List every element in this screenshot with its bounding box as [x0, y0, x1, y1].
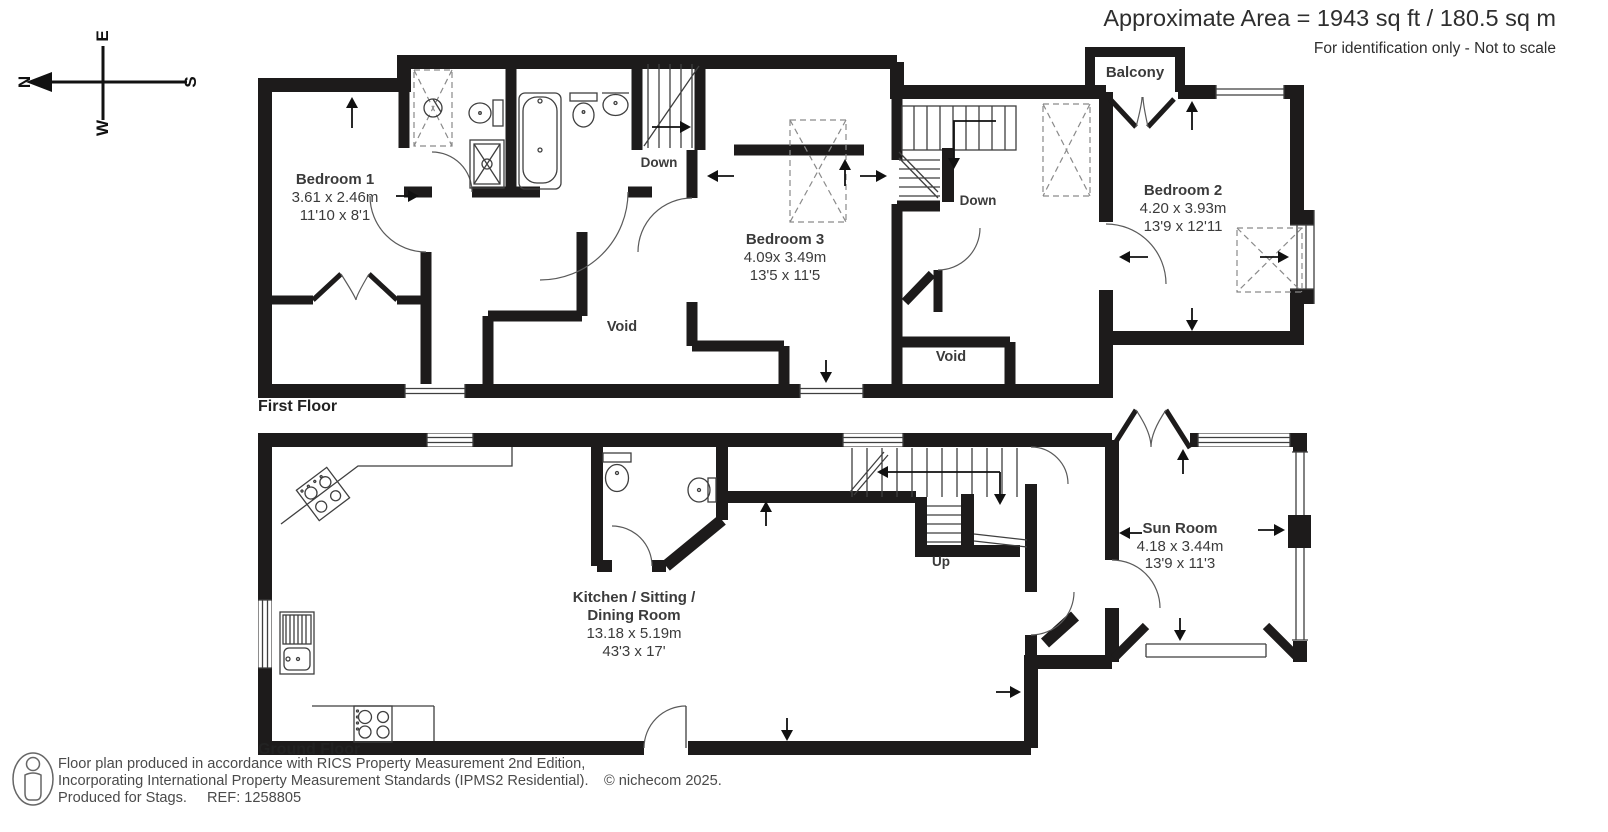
- compass-w: W: [93, 119, 112, 137]
- bedroom1-label: [292, 171, 379, 224]
- svg-text:Dining Room: Dining Room: [587, 607, 681, 624]
- svg-text:Bedroom 2: Bedroom 2: [1143, 182, 1223, 199]
- basin-icon: [602, 93, 629, 116]
- ground-floor-outer-walls: [258, 440, 1300, 755]
- sun-room-label: [1137, 520, 1224, 572]
- footer-line3: Produced for Stags.: [58, 790, 187, 806]
- approximate-area-text: Approximate Area = 1943 sq ft / 180.5 sq m: [1103, 5, 1556, 31]
- first-floor-wardrobes: [790, 104, 1302, 292]
- footer-ref: REF: 1258805: [207, 790, 302, 806]
- compass-e: E: [93, 30, 112, 42]
- hob-icon: [296, 467, 349, 520]
- svg-text:13.18 x 5.19m: 13.18 x 5.19m: [586, 625, 682, 642]
- svg-text:4.20 x 3.93m: 4.20 x 3.93m: [1139, 200, 1227, 217]
- identification-note: For identification only - Not to scale: [1313, 40, 1556, 57]
- bedroom2-label: [1140, 182, 1227, 235]
- first-floor-windows: [405, 85, 1314, 398]
- toilet-icon: [570, 93, 597, 127]
- hob-icon: [354, 706, 392, 742]
- footer-line2: Incorporating International Property Measurement Standards (IPMS2 Residential).: [58, 773, 589, 789]
- bathroom-fixtures: [414, 70, 629, 189]
- void-label-1: Void: [606, 319, 638, 335]
- svg-text:43'3 x 17': 43'3 x 17': [602, 643, 666, 660]
- footer-copyright: © nichecom 2025.: [604, 773, 722, 789]
- svg-text:Bedroom 3: Bedroom 3: [745, 231, 825, 248]
- ground-floor-plan: [258, 410, 1311, 758]
- first-floor-title: First Floor: [258, 398, 338, 415]
- svg-text:13'9 x 12'11: 13'9 x 12'11: [1143, 218, 1223, 235]
- svg-text:13'9 x 11'3: 13'9 x 11'3: [1144, 555, 1216, 572]
- up-label: Up: [932, 554, 950, 569]
- bath-icon: [519, 93, 561, 189]
- svg-text:4.18 x 3.44m: 4.18 x 3.44m: [1136, 538, 1224, 555]
- first-floor-inner-walls: [404, 62, 1010, 391]
- down-label-1: Down: [640, 155, 678, 170]
- svg-text:4.09x 3.49m: 4.09x 3.49m: [743, 249, 827, 266]
- down-label-2: Down: [959, 193, 997, 208]
- svg-text:Bedroom 1: Bedroom 1: [295, 171, 375, 188]
- svg-text:Sun Room: Sun Room: [1142, 520, 1218, 537]
- footer-line1: Floor plan produced in accordance with RICS Property Measurement 2nd Edition,: [58, 756, 586, 772]
- void-label-2: Void: [935, 349, 967, 365]
- footer: [13, 753, 722, 806]
- basin-icon: [688, 478, 716, 502]
- svg-text:11'10 x 8'1: 11'10 x 8'1: [299, 207, 371, 224]
- ground-floor-doors: [612, 410, 1190, 755]
- person-logo-icon: [13, 753, 53, 805]
- bedroom3-label: [744, 231, 827, 284]
- sink-unit-icon: [280, 612, 314, 674]
- toilet-icon: [603, 453, 631, 492]
- svg-text:Kitchen / Sitting /: Kitchen / Sitting /: [572, 589, 696, 606]
- svg-text:13'5 x 11'5: 13'5 x 11'5: [749, 267, 821, 284]
- compass-rose-icon: [15, 30, 200, 136]
- compass-n: N: [15, 75, 34, 89]
- shower-icon: [470, 140, 504, 188]
- kitchen-label: [573, 589, 696, 660]
- first-floor-plan: [258, 52, 1314, 415]
- balcony-label: Balcony: [1105, 64, 1165, 81]
- toilet-icon: [469, 100, 503, 126]
- compass-s: S: [181, 76, 200, 88]
- svg-text:3.61 x 2.46m: 3.61 x 2.46m: [291, 189, 379, 206]
- ground-floor-title: Ground Floor: [258, 741, 361, 758]
